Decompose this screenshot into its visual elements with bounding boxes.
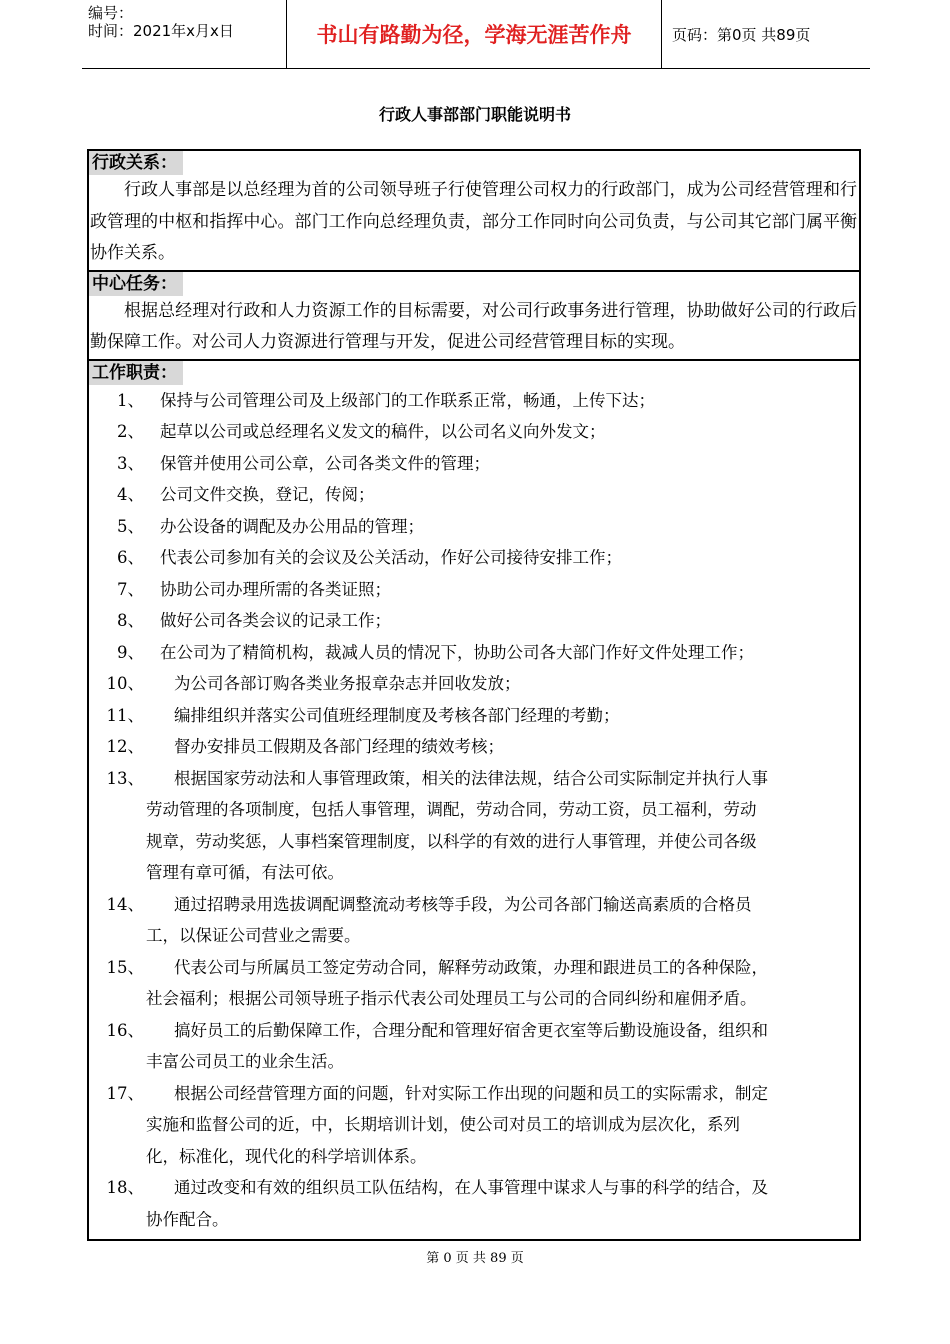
duty-text: 保持与公司管理公司及上级部门的工作联系正常，畅通，上传下达； (160, 390, 655, 410)
duty-number: 14、 (106, 894, 144, 914)
duty-continuation: 社会福利；根据公司领导班子指示代表公司处理员工与公司的合同纠纷和雇佣矛盾。 (146, 989, 757, 1008)
duty-text: 督办安排员工假期及各部门经理的绩效考核； (174, 737, 504, 756)
duty-item (89, 479, 859, 511)
duty-number: 11、 (106, 705, 144, 725)
header-page-info: 页码：第0页 共89页 (672, 25, 811, 44)
section-paragraph (89, 296, 859, 359)
duty-text: 代表公司与所属员工签定劳动合同，解释劳动政策，办理和跟进员工的各种保险， (174, 957, 768, 977)
duty-number: 4、 (117, 485, 144, 504)
section-task (89, 272, 859, 361)
duty-text: 办公设备的调配及办公用品的管理； (160, 516, 424, 536)
duty-item (89, 1078, 859, 1110)
duty-item (89, 700, 859, 732)
header-motto: 书山有路勤为径，学海无涯苦作舟 (287, 0, 662, 68)
duty-continuation: 规章，劳动奖惩，人事档案管理制度，以科学的有效的进行人事管理，并使公司各级 (146, 831, 757, 851)
duty-text: 通过招聘录用选拔调配调整流动考核等手段，为公司各部门输送高素质的合格员 (174, 894, 752, 914)
duty-text: 起草以公司或总经理名义发文的稿件，以公司名义向外发文； (160, 422, 606, 441)
section-heading: 中心任务： (89, 272, 183, 296)
section-paragraph (89, 175, 859, 270)
duty-number: 6、 (117, 548, 144, 567)
document-title: 行政人事部部门职能说明书 (378, 105, 571, 124)
header-number-label: 编号： (88, 4, 134, 22)
duty-number: 18、 (106, 1178, 144, 1197)
duty-text: 协助公司办理所需的各类证照； (160, 579, 391, 599)
paragraph-line: 与公司其它部门属平衡协作关系。 (90, 211, 858, 263)
header-time: 时间：2021年x月x日 (88, 22, 234, 40)
duty-continuation: 管理有章可循，有法可依。 (146, 863, 344, 882)
duty-item (89, 763, 859, 795)
duty-continuation: 化，标准化，现代化的科学培训体系。 (146, 1146, 427, 1166)
duty-number: 12、 (106, 737, 144, 756)
duty-item (89, 605, 859, 637)
duty-text: 代表公司参加有关的会议及公关活动，作好公司接待安排工作； (160, 548, 622, 567)
header-meta (82, 0, 287, 68)
section-heading: 工作职责： (89, 361, 183, 385)
page-footer: 第 0 页 共 89 页 (426, 1251, 524, 1266)
duty-number: 10、 (106, 674, 144, 693)
duty-text: 保管并使用公司公章，公司各类文件的管理； (160, 453, 490, 473)
duty-text: 做好公司各类会议的记录工作； (160, 611, 391, 630)
duty-number: 9、 (117, 642, 144, 662)
section-relation (89, 151, 859, 272)
duty-item (89, 889, 859, 921)
duty-continuation: 劳动管理的各项制度，包括人事管理，调配，劳动合同，劳动工资，员工福利，劳动 (146, 800, 757, 819)
duty-text: 根据公司经营管理方面的问题，针对实际工作出现的问题和员工的实际需求，制定 (174, 1083, 768, 1103)
duty-continuation: 实施和监督公司的近，中，长期培训计划，使公司对员工的培训成为层次化，系列 (146, 1115, 740, 1134)
duty-text: 公司文件交换，登记，传阅； (160, 485, 375, 504)
duty-text: 为公司各部订购各类业务报章杂志并回收发放； (174, 674, 521, 693)
duty-item (89, 1015, 859, 1047)
duty-text: 编排组织并落实公司值班经理制度及考核各部门经理的考勤； (174, 705, 620, 725)
duty-text: 根据国家劳动法和人事管理政策，相关的法律法规，结合公司实际制定并执行人事 (174, 768, 768, 788)
duty-item (89, 416, 859, 448)
paragraph-line: 行政人事部是以总经理为首的公司领导班子行使管理公司权力的行政部门，成为公司经 (124, 180, 772, 200)
paragraph-line: 司的行政后勤保障工作。对公司人力资源进行管理与开发，促进公司经营管理目标的实现。 (90, 300, 858, 352)
page-header (82, 0, 870, 69)
duty-continuation: 工，以保证公司营业之需要。 (146, 926, 361, 945)
duty-number: 1、 (117, 390, 144, 410)
duty-item (89, 668, 859, 700)
duty-item (89, 574, 859, 606)
duty-text: 在公司为了精简机构，裁减人员的情况下，协助公司各大部门作好文件处理工作； (160, 642, 754, 662)
duty-number: 5、 (117, 516, 144, 536)
duty-number: 2、 (117, 422, 144, 441)
duty-item (89, 952, 859, 984)
paragraph-line: 根据总经理对行政和人力资源工作的目标需要，对公司行政事务进行管理，协助做好公 (124, 300, 772, 321)
duty-number: 16、 (106, 1020, 144, 1040)
duty-item (89, 448, 859, 480)
duty-item (89, 731, 859, 763)
duty-continuation: 丰富公司员工的业余生活。 (146, 1052, 344, 1071)
duty-list (89, 385, 859, 1236)
section-heading: 行政关系： (89, 151, 183, 175)
duty-item (89, 1172, 859, 1204)
duty-number: 3、 (117, 453, 144, 473)
section-duties (89, 361, 859, 1236)
duty-item (89, 511, 859, 543)
duty-number: 7、 (117, 579, 144, 599)
duty-item (89, 637, 859, 669)
paragraph-line: 营管理和行政管理的中枢和指挥中心。部门工作向总经理负责，部分工作同时向公司负责， (90, 180, 858, 232)
duty-number: 13、 (106, 768, 144, 788)
duty-number: 17、 (106, 1083, 144, 1103)
duty-number: 15、 (106, 957, 144, 977)
duty-item (89, 385, 859, 417)
duty-item (89, 542, 859, 574)
content-table (87, 149, 861, 1241)
duty-number: 8、 (117, 611, 144, 630)
duty-text: 通过改变和有效的组织员工队伍结构，在人事管理中谋求人与事的科学的结合，及 (174, 1178, 768, 1197)
duty-continuation: 协作配合。 (146, 1209, 229, 1229)
duty-text: 搞好员工的后勤保障工作，合理分配和管理好宿舍更衣室等后勤设施设备，组织和 (174, 1020, 768, 1040)
